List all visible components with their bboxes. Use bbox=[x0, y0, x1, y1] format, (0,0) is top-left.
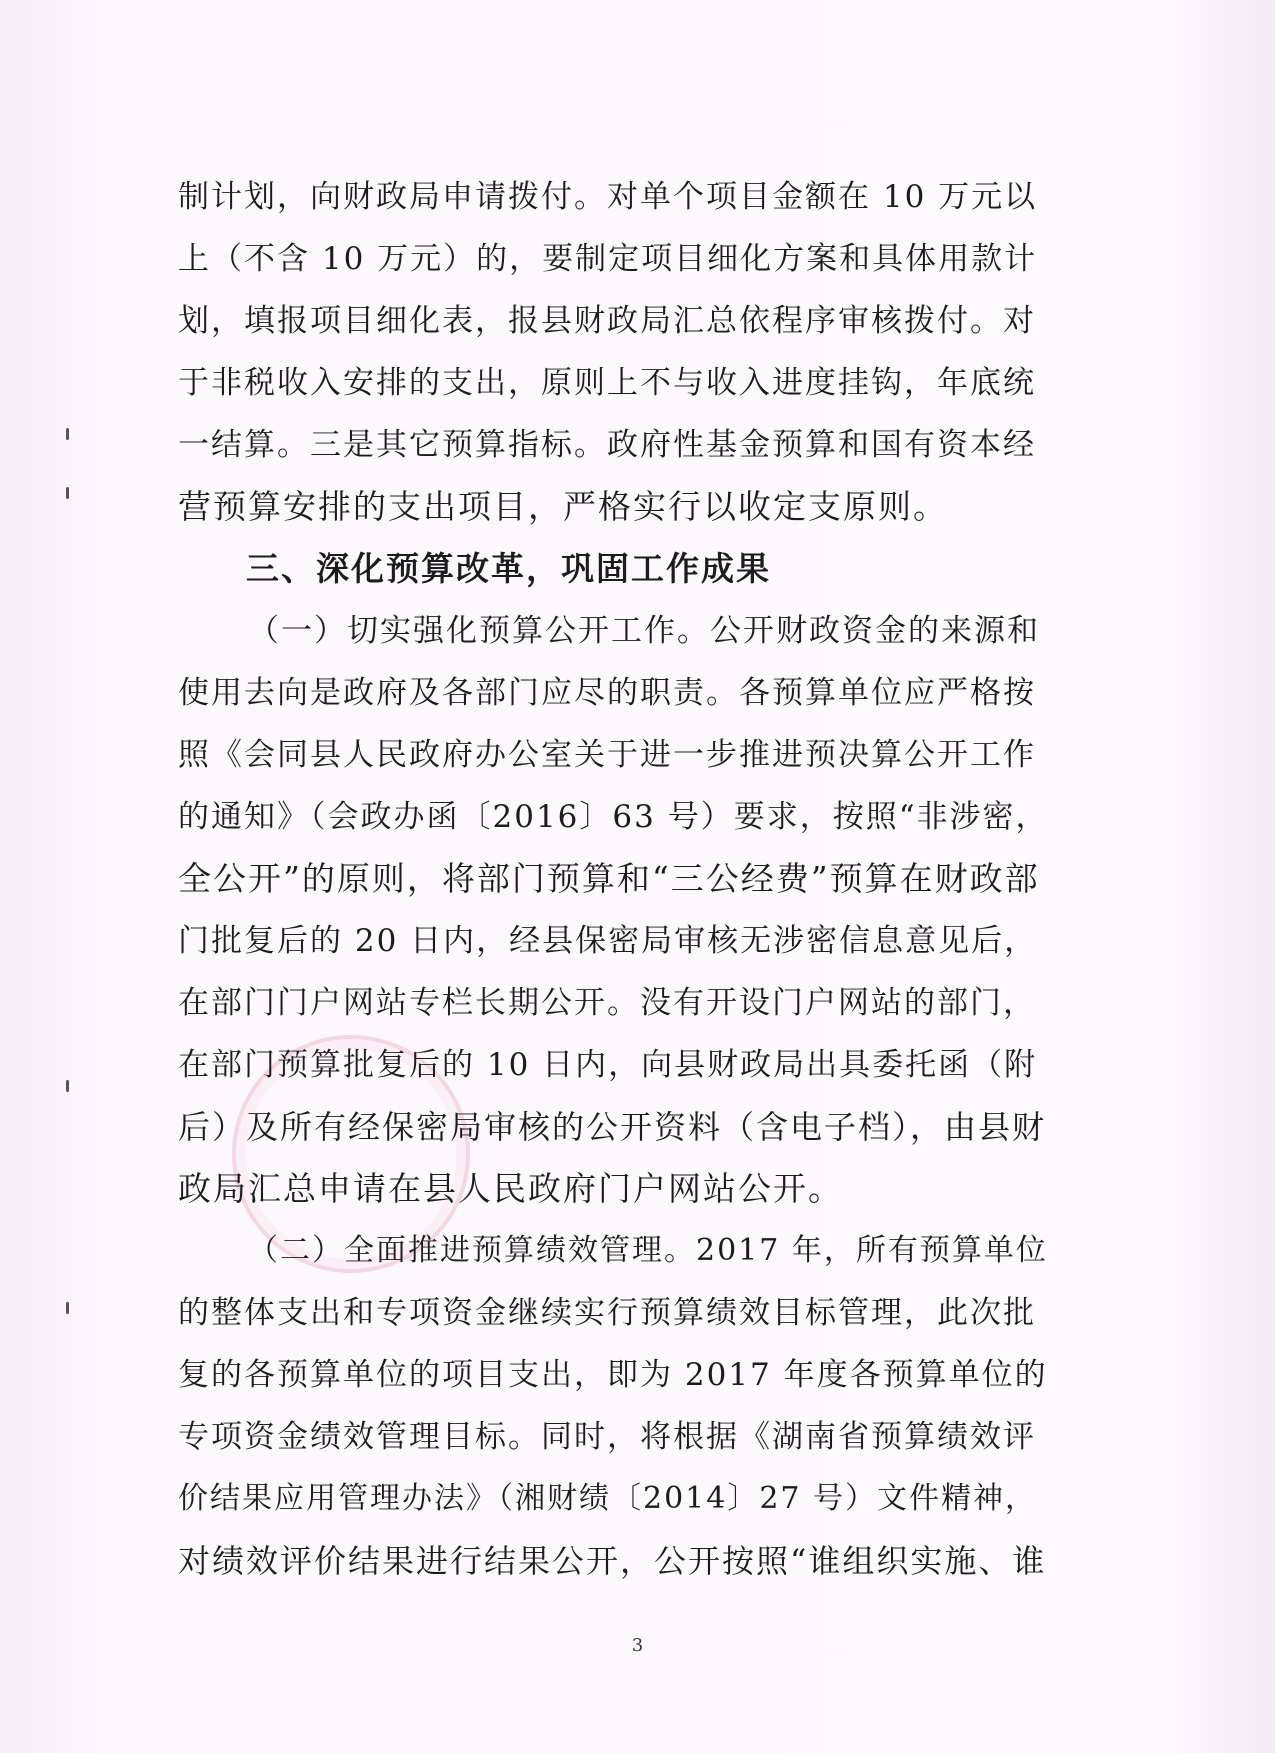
paragraph-line: （一）切实强化预算公开工作。公开财政资金的来源和 bbox=[248, 613, 1040, 649]
paragraph-line: 照《会同县人民政府办公室关于进一步推进预决算公开工作 bbox=[178, 737, 1036, 773]
paragraph-line: 价结果应用管理办法》（湘财绩〔2014〕27 号）文件精神， bbox=[178, 1481, 1038, 1516]
paragraph-line: 划，填报项目细化表，报县财政局汇总依程序审核拨付。对 bbox=[178, 303, 1036, 339]
paragraph-line: 于非税收入安排的支出，原则上不与收入进度挂钩，年底统 bbox=[178, 365, 1036, 401]
paragraph-line: 的整体支出和专项资金继续实行预算绩效目标管理，此次批 bbox=[178, 1295, 1036, 1331]
paragraph-line: 使用去向是政府及各部门应尽的职责。各预算单位应严格按 bbox=[178, 675, 1036, 711]
paragraph-line: 在部门预算批复后的 10 日内，向县财政局出具委托函（附 bbox=[178, 1047, 1038, 1083]
scan-mark bbox=[66, 428, 69, 440]
paragraph-line: 对绩效评价结果进行结果公开，公开按照“谁组织实施、谁 bbox=[178, 1542, 1047, 1580]
page-number: 3 bbox=[631, 1635, 644, 1656]
paragraph-line: 营预算安排的支出项目，严格实行以收定支原则。 bbox=[178, 487, 948, 526]
paragraph-line: 的通知》（会政办函〔2016〕63 号）要求，按照“非涉密， bbox=[178, 799, 1049, 835]
paragraph-line: 专项资金绩效管理目标。同时，将根据《湖南省预算绩效评 bbox=[178, 1419, 1036, 1455]
scan-mark bbox=[66, 1302, 69, 1314]
paragraph-line: 复的各预算单位的项目支出，即为 2017 年度各预算单位的 bbox=[178, 1357, 1048, 1393]
paragraph-line: 全公开”的原则，将部门预算和“三公经费”预算在财政部 bbox=[178, 859, 1040, 898]
paragraph-line: 一结算。三是其它预算指标。政府性基金预算和国有资本经 bbox=[178, 427, 1036, 463]
body-text bbox=[178, 166, 1058, 1592]
paragraph-line: 政局汇总申请在县人民政府门户网站公开。 bbox=[178, 1169, 843, 1208]
paragraph-line: 后）及所有经保密局审核的公开资料（含电子档），由县财 bbox=[178, 1108, 1047, 1146]
paragraph-line: （二）全面推进预算绩效管理。2017 年，所有预算单位 bbox=[248, 1233, 1048, 1268]
paragraph-line: 上（不含 10 万元）的，要制定项目细化方案和具体用款计 bbox=[178, 241, 1038, 277]
scan-mark bbox=[66, 1080, 69, 1092]
paragraph-line: 门批复后的 20 日内，经县保密局审核无涉密信息意见后， bbox=[178, 923, 1038, 959]
paragraph-line: 在部门门户网站专栏长期公开。没有开设门户网站的部门， bbox=[178, 985, 1036, 1021]
paragraph-line: 制计划，向财政局申请拨付。对单个项目金额在 10 万元以 bbox=[178, 179, 1038, 215]
section-heading: 三、深化预算改革，巩固工作成果 bbox=[246, 549, 771, 588]
scan-mark bbox=[66, 487, 69, 499]
